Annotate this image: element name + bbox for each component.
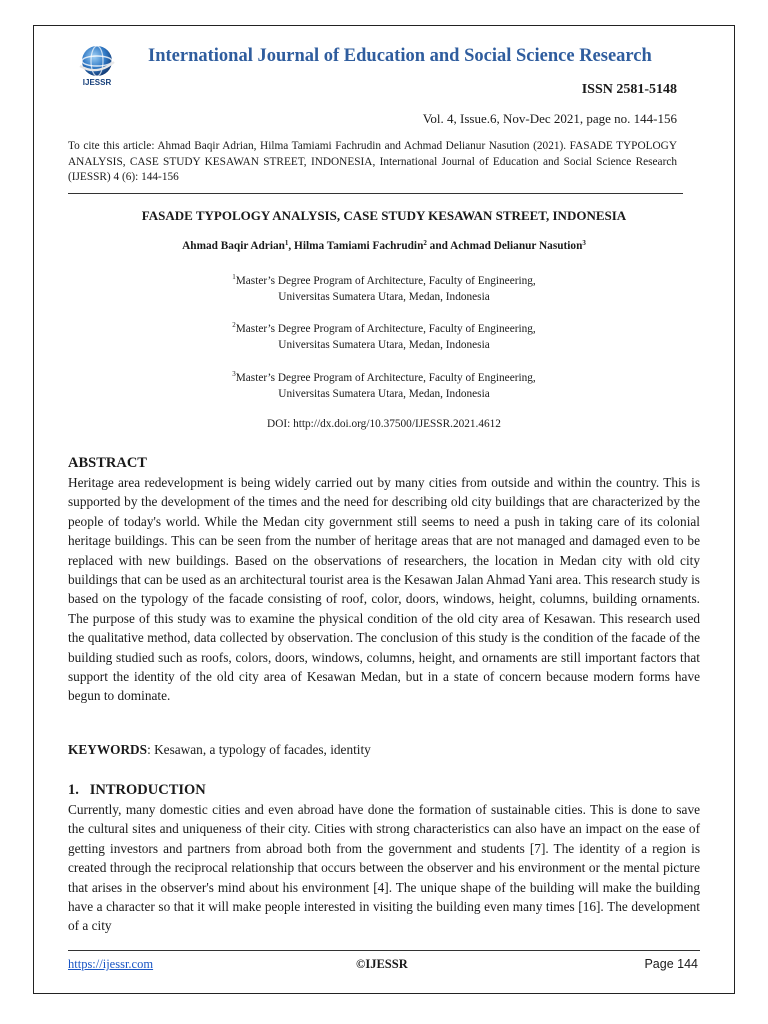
header-rule (68, 193, 683, 194)
affiliation-line: Master’s Degree Program of Architecture, Faculty of Engineering, (235, 372, 536, 384)
citation: To cite this article: Ahmad Baqir Adrian, Hilma Tamiami Fachrudin and Achmad Delianur Nasution (2021). FASADE TYPOLOGY ANALYSIS, CASE STUDY KESAWAN STREET, INDONESIA, International Journal of Education and Social Science Research (IJESSR) 4 (6): 144-156 (68, 140, 677, 183)
affiliation-line: Universitas Sumatera Utara, Medan, Indonesia (278, 387, 490, 400)
issn: ISSN 2581-5148 (581, 82, 677, 97)
doi: DOI: http://dx.doi.org/10.37500/IJESSR.2021.4612 (267, 418, 501, 430)
footer-rule (68, 950, 700, 951)
author-list (68, 240, 700, 252)
volume-info: Vol. 4, Issue.6, Nov-Dec 2021, page no. 144-156 (422, 111, 677, 126)
abstract-heading: ABSTRACT (68, 455, 147, 471)
author-separator: , (288, 240, 295, 252)
footer-website-link[interactable]: https://ijessr.com (68, 957, 154, 971)
introduction-heading: 1. INTRODUCTION (68, 782, 206, 798)
affiliation-sup: 1 (232, 273, 236, 281)
author-separator: and (426, 240, 451, 252)
paper-title: FASADE TYPOLOGY ANALYSIS, CASE STUDY KESAWAN STREET, INDONESIA (141, 208, 627, 223)
affiliation (68, 371, 700, 402)
author-sup: 1 (284, 239, 289, 247)
author-name: Ahmad Baqir Adrian (182, 240, 285, 252)
author-sup: 2 (423, 239, 427, 247)
author-name: Achmad Delianur Nasution (450, 240, 583, 252)
affiliation-line: Universitas Sumatera Utara, Medan, Indonesia (278, 338, 490, 351)
keywords (68, 742, 371, 758)
affiliation-line: Master’s Degree Program of Architecture, Faculty of Engineering, (235, 275, 536, 287)
affiliation (68, 322, 700, 353)
abstract-text: Heritage area redevelopment is being widely carried out by many cities from outside and within the country. This is supported by the development of the times and the need for describing old city buildings that are characterized by the people of today's world. While the Medan city government still seems to need a push in taking care of its colonial heritage buildings. This can be seen from the number of heritage areas that are not managed and damaged even to be replaced with new buildings. Based on the observations of researchers, the location in Medan city with old city buildings that can be used as an architectural tourist area is the Kesawan Jalan Ahmad Yani area. This research study is based on the typology of the facade consisting of roof, color, doors, windows, height, columns, building ornaments. The purpose of this study was to examine the physical condition of the old city area of Kesawan. This research used the qualitative method, data collected by observation. The conclusion of this study is the condition of the facade of the building studied such as roofs, colors, doors, windows, columns, height, and ornaments are still important factors that support the identity of the old city area of Kesawan Medan, but in a state of concern because modern forms have begun to dominate. (68, 475, 700, 704)
journal-logo (72, 42, 122, 92)
affiliation-sup: 2 (232, 321, 236, 329)
author-sup: 3 (582, 239, 586, 247)
keywords-value: : Kesawan, a typology of facades, identity (147, 742, 371, 757)
affiliation-sup: 3 (232, 370, 236, 378)
page-number: Page 144 (644, 957, 698, 971)
logo-text: IJESSR (82, 78, 112, 87)
introduction-text: Currently, many domestic cities and even abroad have done the formation of sustainable cities. This is done to save the cultural sites and uniqueness of their city. Cities with strong characteristics can also have an impact on the ease of getting investors and partners from abroad both from the government and students [7]. The identity of a region is created through the reciprocal relationship that occurs between the observer and his environment or the mental picture that arises in the observer's mind about his environment [4]. The unique shape of the building will make the building have a character so that it will make people interested in visiting the building even many times [16]. The development of a city (68, 802, 700, 934)
affiliation-line: Universitas Sumatera Utara, Medan, Indonesia (278, 290, 490, 303)
affiliation-line: Master’s Degree Program of Architecture, Faculty of Engineering, (235, 323, 536, 335)
journal-title: International Journal of Education and Social Science Research (148, 46, 652, 66)
affiliation (68, 274, 700, 305)
footer-copyright: ©IJESSR (356, 957, 408, 971)
keywords-label: KEYWORDS (68, 742, 148, 757)
author-name: Hilma Tamiami Fachrudin (294, 240, 424, 252)
